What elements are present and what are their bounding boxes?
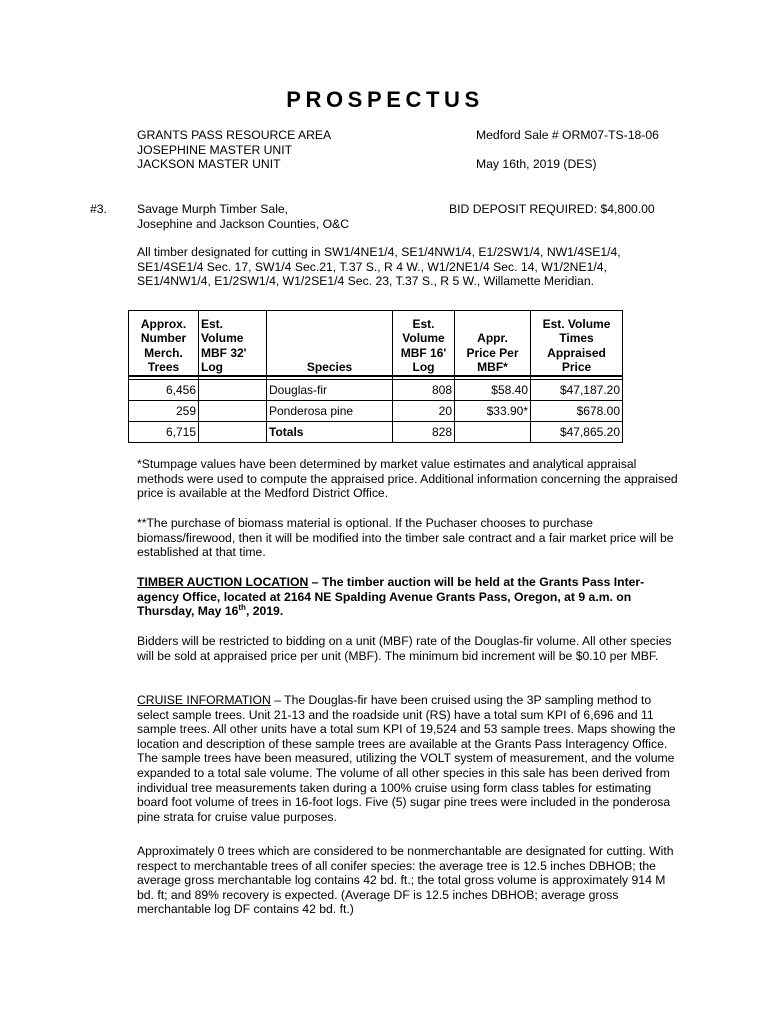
josephine-unit-line: JOSEPHINE MASTER UNIT bbox=[137, 142, 293, 157]
cell-trees: 259 bbox=[129, 401, 199, 422]
cell-mbf32 bbox=[199, 380, 267, 401]
sale-name-block bbox=[137, 202, 349, 231]
bid-deposit: BID DEPOSIT REQUIRED: $4,800.00 bbox=[449, 202, 655, 216]
sale-item-number: #3. bbox=[90, 202, 107, 216]
cell-trees: 6,456 bbox=[129, 380, 199, 401]
cell-total: $47,187.20 bbox=[531, 380, 623, 401]
header-total: Est. Volume Times Appraised Price bbox=[531, 311, 623, 377]
header-mbf32: Est. Volume MBF 32' Log bbox=[199, 311, 267, 377]
bidders-paragraph: Bidders will be restricted to bidding on a unit (MBF) rate of the Douglas-fir volume. All other species will be sold at appraised price per unit (MBF). The minimum bid increment will be $0.10 per MBF. bbox=[137, 634, 672, 663]
cell-price: $58.40 bbox=[455, 380, 531, 401]
cruise-heading: CRUISE INFORMATION bbox=[137, 693, 271, 707]
cell-price: $33.90* bbox=[455, 401, 531, 422]
cell-species: Ponderosa pine bbox=[267, 401, 393, 422]
sale-info-block bbox=[476, 128, 659, 172]
cell-total: $678.00 bbox=[531, 401, 623, 422]
sale-counties: Josephine and Jackson Counties, O&C bbox=[137, 216, 350, 231]
merchantable-trees-paragraph: Approximately 0 trees which are considered to be nonmerchantable are designated for cutting. With respect to merchantable trees of all conifer species: the average tree is 12.5 inches DBHOB; the average gross merchantable log contains 42 bd. ft.; the total gross volume is approximately 914 M bd. ft; and 89% recovery is expected. (Average DF is 12.5 inches DBHOB; average gross merchantable log DF contains 42 bd. ft.) bbox=[137, 844, 674, 917]
cruise-information-paragraph bbox=[137, 693, 682, 824]
cell-species: Douglas-fir bbox=[267, 380, 393, 401]
table-row bbox=[129, 401, 623, 422]
sale-name: Savage Murph Timber Sale, bbox=[137, 202, 289, 216]
auction-year: , 2019. bbox=[245, 604, 284, 619]
total-mbf32 bbox=[199, 422, 267, 443]
header-mbf16: Est. Volume MBF 16' Log bbox=[393, 311, 455, 377]
sale-date: May 16th, 2019 (DES) bbox=[476, 157, 597, 172]
timber-description: All timber designated for cutting in SW1/4NE1/4, SE1/4NW1/4, E1/2SW1/4, NW1/4SE1/4, SE1/4SE1/4 Sec. 17, SW1/4 Sec.21, T.37 S., R 4 W., W1/2NE1/4 Sec. 14, W1/2NE1/4, SE1/4NW1/4, E1/2SW1/4, W1/2SE1/4 Sec. 23, T.37 S., R 5 W., Willamette Meridian. bbox=[137, 245, 621, 289]
cruise-text: – The Douglas-fir have been cruised using the 3P sampling method to select sample trees. Unit 21-13 and the roadside unit (RS) have a total sum KPI of 6,696 and 11 sample trees. All other units have a total sum KPI of 19,524 and 53 sample trees. Maps showing the location and description of these sample trees are available at the Grants Pass Interagency Office. The sample trees have been measured, utilizing the VOLT system of measurement, and the volume expanded to a total sale volume. The volume of all other species in this sale has been derived from individual tree measurements taken during a 100% cruise using form class tables for estimating board foot volume of trees in 16-foot logs. Five (5) sugar pine trees were included in the ponderosa pine strata for cruise value purposes. bbox=[137, 693, 676, 824]
cell-mbf16: 808 bbox=[393, 380, 455, 401]
header-trees: Approx. Number Merch. Trees bbox=[129, 311, 199, 377]
auction-date-suffix: th bbox=[238, 603, 246, 613]
total-value: $47,865.20 bbox=[531, 422, 623, 443]
table-totals-row bbox=[129, 422, 623, 443]
cell-mbf32 bbox=[199, 401, 267, 422]
resource-area-line: GRANTS PASS RESOURCE AREA bbox=[137, 128, 332, 142]
stumpage-footnote: *Stumpage values have been determined by market value estimates and analytical appraisal methods were used to compute the appraised price. Additional information concerning the appraised price is available at the Medford District Office. bbox=[137, 457, 678, 501]
jackson-unit-line: JACKSON MASTER UNIT bbox=[137, 157, 281, 172]
header-price: Appr. Price Per MBF* bbox=[455, 311, 531, 377]
totals-label: Totals bbox=[267, 422, 393, 443]
header-species: Species bbox=[267, 311, 393, 377]
table-header-row bbox=[129, 311, 623, 377]
biomass-footnote: **The purchase of biomass material is optional. If the Puchaser chooses to purchase biomass/firewood, then it will be modified into the timber sale contract and a fair market price will be established at that time. bbox=[137, 516, 674, 560]
total-mbf16: 828 bbox=[393, 422, 455, 443]
table-row bbox=[129, 380, 623, 401]
volume-table bbox=[128, 310, 623, 443]
page-title: PROSPECTUS bbox=[286, 87, 484, 112]
auction-heading: TIMBER AUCTION LOCATION bbox=[137, 575, 309, 589]
auction-text: – The timber auction will be held at the Grants Pass Inter-agency Office, located at 2164 NE Spalding Avenue Grants Pass, Oregon, at 9 a.m. on Thursday, May 16 bbox=[137, 575, 645, 619]
auction-location-paragraph bbox=[137, 575, 682, 619]
total-price bbox=[455, 422, 531, 443]
total-trees: 6,715 bbox=[129, 422, 199, 443]
resource-area-block bbox=[137, 128, 331, 172]
cell-mbf16: 20 bbox=[393, 401, 455, 422]
sale-number: Medford Sale # ORM07-TS-18-06 bbox=[476, 128, 659, 142]
